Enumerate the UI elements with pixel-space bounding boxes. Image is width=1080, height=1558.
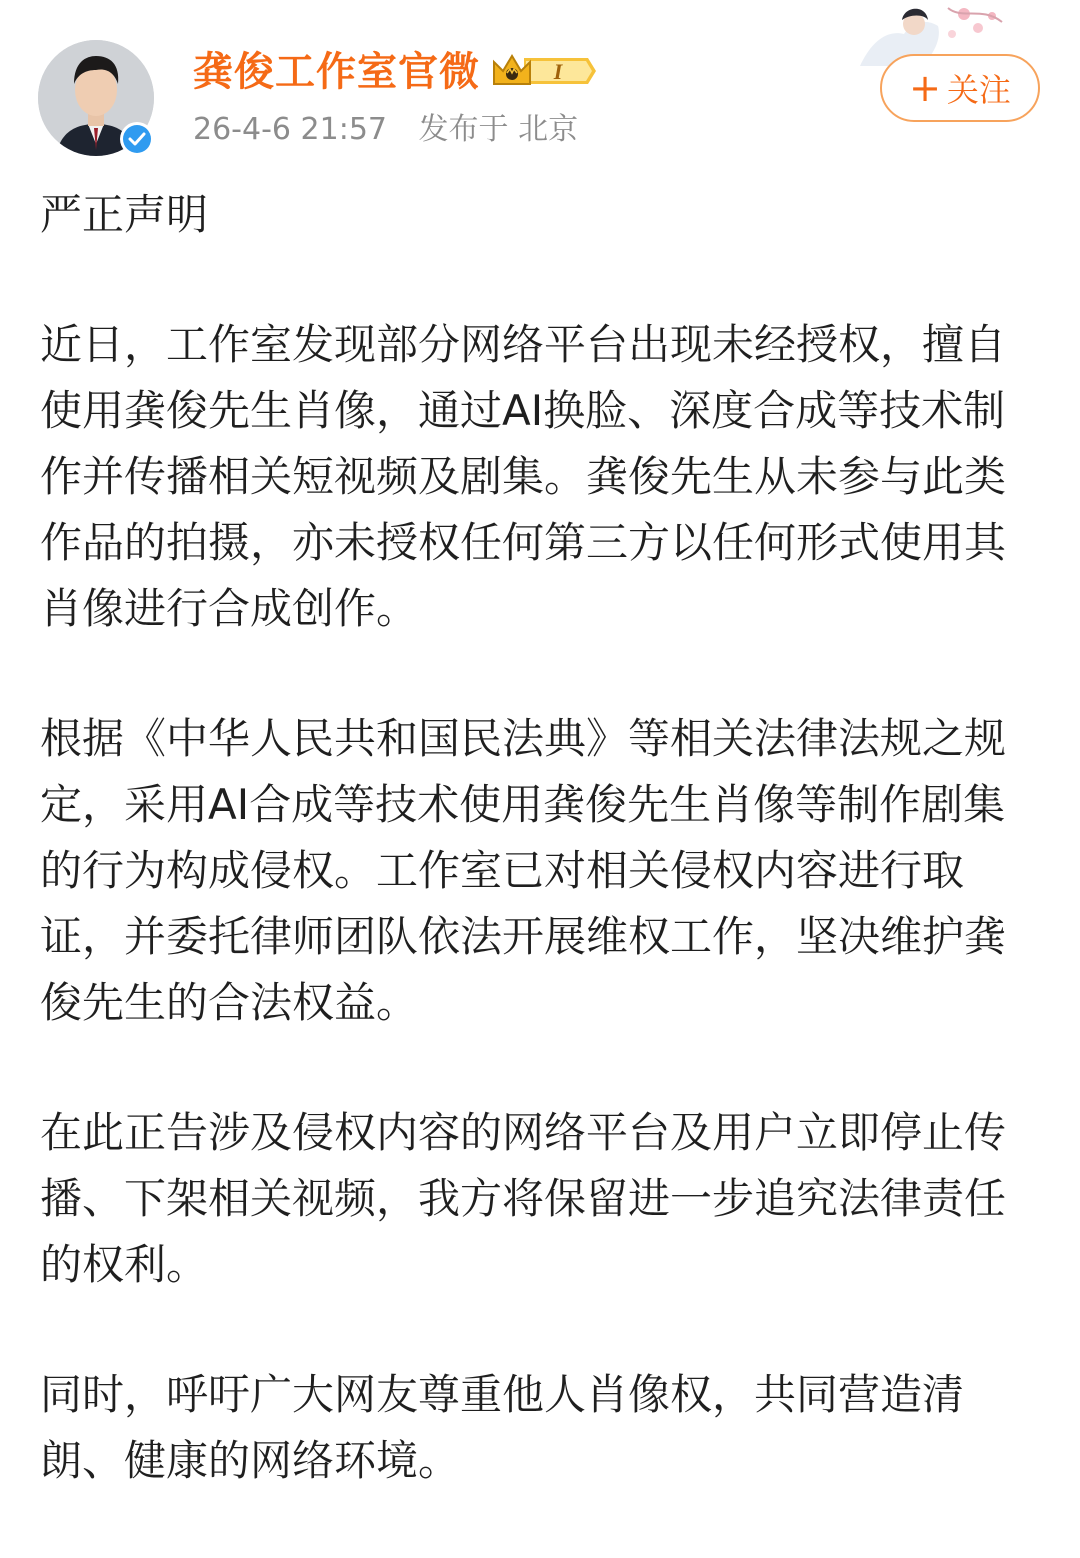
author-name[interactable]: 龚俊工作室官微 xyxy=(193,49,480,95)
post-paragraph: 同时，呼吁广大网友尊重他人肖像权，共同营造清朗、健康的网络环境。 xyxy=(40,1370,965,1485)
follow-button[interactable] xyxy=(880,54,1040,122)
follow-label: 关注 xyxy=(946,71,1011,109)
post-time: 26-4-6 21:57 xyxy=(193,112,387,147)
plus-icon: + xyxy=(909,66,941,110)
vip-badge[interactable] xyxy=(490,48,598,94)
post-title: 严正声明 xyxy=(40,190,209,239)
avatar[interactable] xyxy=(38,40,154,156)
post-paragraph: 根据《中华人民共和国民法典》等相关法律法规之规定，采用AI合成等技术使用龚俊先生肖像等制作剧集的行为构成侵权。工作室已对相关侵权内容进行取证，并委托律师团队依法开展维权工作，坚决维护龚俊先生的合法权益。 xyxy=(40,714,1007,1027)
verified-check-icon xyxy=(120,122,154,156)
vip-level-label: I xyxy=(553,59,563,84)
post-paragraph: 近日，工作室发现部分网络平台出现未经授权，擅自使用龚俊先生肖像，通过AI换脸、深度合成等技术制作并传播相关短视频及剧集。龚俊先生从未参与此类作品的拍摄，亦未授权任何第三方以任何形式使用其肖像进行合成创作。 xyxy=(40,320,1007,633)
post-location: 发布于 北京 xyxy=(418,112,579,147)
post-content xyxy=(40,182,1040,1558)
post-header xyxy=(0,0,1080,170)
post-paragraph: 在此正告涉及侵权内容的网络平台及用户立即停止传播、下架相关视频，我方将保留进一步追究法律责任的权利。 xyxy=(40,1108,1007,1289)
post-meta xyxy=(193,110,578,150)
